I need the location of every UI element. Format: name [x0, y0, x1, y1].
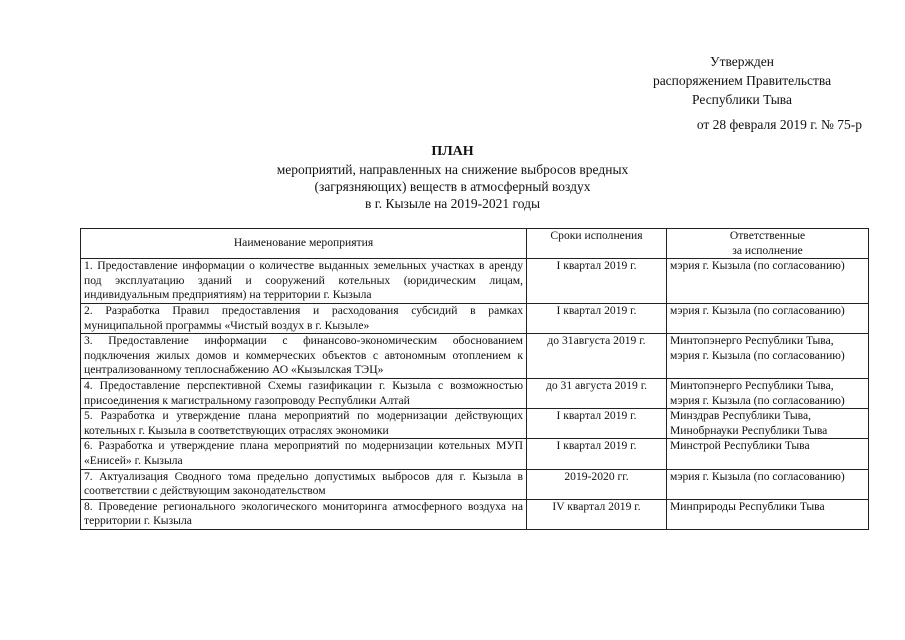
table-row [81, 259, 869, 304]
row-activity: 4. Предоставление перспективной Схемы газификации г. Кызыла с возможностью присоединения к магистральному газопроводу Республики Алтай [81, 378, 527, 408]
row-deadline: I квартал 2019 г. [527, 303, 667, 333]
document-title: ПЛАН [431, 144, 474, 159]
table-row [81, 469, 869, 499]
table-row [81, 334, 869, 379]
row-activity: 2. Разработка Правил предоставления и расходования субсидий в рамках муниципальной программы «Чистый воздух в г. Кызыле» [81, 303, 527, 333]
row-responsible: Минприроды Республики Тыва [667, 499, 869, 529]
row-deadline: I квартал 2019 г. [527, 409, 667, 439]
table-row [81, 303, 869, 333]
row-activity: 6. Разработка и утверждение плана мероприятий по модернизации котельных МУП «Енисей» г. Кызыла [81, 439, 527, 469]
approval-line-3: Республики Тыва [692, 92, 792, 107]
header-responsible [667, 229, 869, 259]
row-deadline: 2019-2020 гг. [527, 469, 667, 499]
table-header-row [81, 229, 869, 259]
approval-line-1: Утвержден [710, 54, 774, 69]
row-responsible: Минстрой Республики Тыва [667, 439, 869, 469]
document-subtitle-line-1: мероприятий, направленных на снижение выбросов вредных [276, 162, 629, 177]
row-responsible: Минтопэнерго Республики Тыва, мэрия г. Кызыла (по согласованию) [667, 378, 869, 408]
table-row [81, 439, 869, 469]
row-deadline: до 31августа 2019 г. [527, 334, 667, 379]
header-term: Сроки исполнения [527, 229, 667, 259]
row-responsible: Минздрав Республики Тыва, Минобрнауки Республики Тыва [667, 409, 869, 439]
document-heading [200, 143, 705, 212]
row-activity: 8. Проведение регионального экологического мониторинга атмосферного воздуха на территории г. Кызыла [81, 499, 527, 529]
approval-line-2: распоряжением Правительства [652, 73, 832, 88]
row-activity: 5. Разработка и утверждение плана мероприятий по модернизации действующих котельных г. Кызыла в соответствующих отраслях экономики [81, 409, 527, 439]
row-deadline: до 31 августа 2019 г. [527, 378, 667, 408]
row-activity: 1. Предоставление информации о количестве выданных земельных участках в аренду под эксплуатацию зданий и сооружений котельных (юридическим лицам, индивидуальным предприятиям) на территории г. Кызыла [81, 259, 527, 304]
row-responsible: мэрия г. Кызыла (по согласованию) [667, 469, 869, 499]
approval-block [612, 52, 872, 109]
document-subtitle-line-3: в г. Кызыле на 2019-2021 годы [364, 196, 541, 211]
table-row [81, 499, 869, 529]
header-name: Наименование мероприятия [81, 229, 527, 259]
row-activity: 3. Предоставление информации с финансово-экономическим обоснованием подключения жилых домов и коммерческих объектов с автономным отоплением к централизованному теплоснабжению АО «Кызылская ТЭЦ» [81, 334, 527, 379]
row-deadline: IV квартал 2019 г. [527, 499, 667, 529]
row-deadline: I квартал 2019 г. [527, 439, 667, 469]
row-responsible: мэрия г. Кызыла (по согласованию) [667, 303, 869, 333]
row-responsible: Минтопэнерго Республики Тыва, мэрия г. Кызыла (по согласованию) [667, 334, 869, 379]
row-activity: 7. Актуализация Сводного тома предельно допустимых выбросов для г. Кызыла в соответствии с действующим законодательством [81, 469, 527, 499]
row-responsible: мэрия г. Кызыла (по согласованию) [667, 259, 869, 304]
approval-date: от 28 февраля 2019 г. № 75-р [696, 117, 862, 132]
table-row [81, 378, 869, 408]
header-responsible-line-1: Ответственные [729, 229, 806, 242]
plan-table [80, 228, 869, 530]
row-deadline: I квартал 2019 г. [527, 259, 667, 304]
table-row [81, 409, 869, 439]
document-subtitle-line-2: (загрязняющих) веществ в атмосферный воздух [314, 179, 591, 194]
header-responsible-line-2: за исполнение [732, 243, 803, 257]
